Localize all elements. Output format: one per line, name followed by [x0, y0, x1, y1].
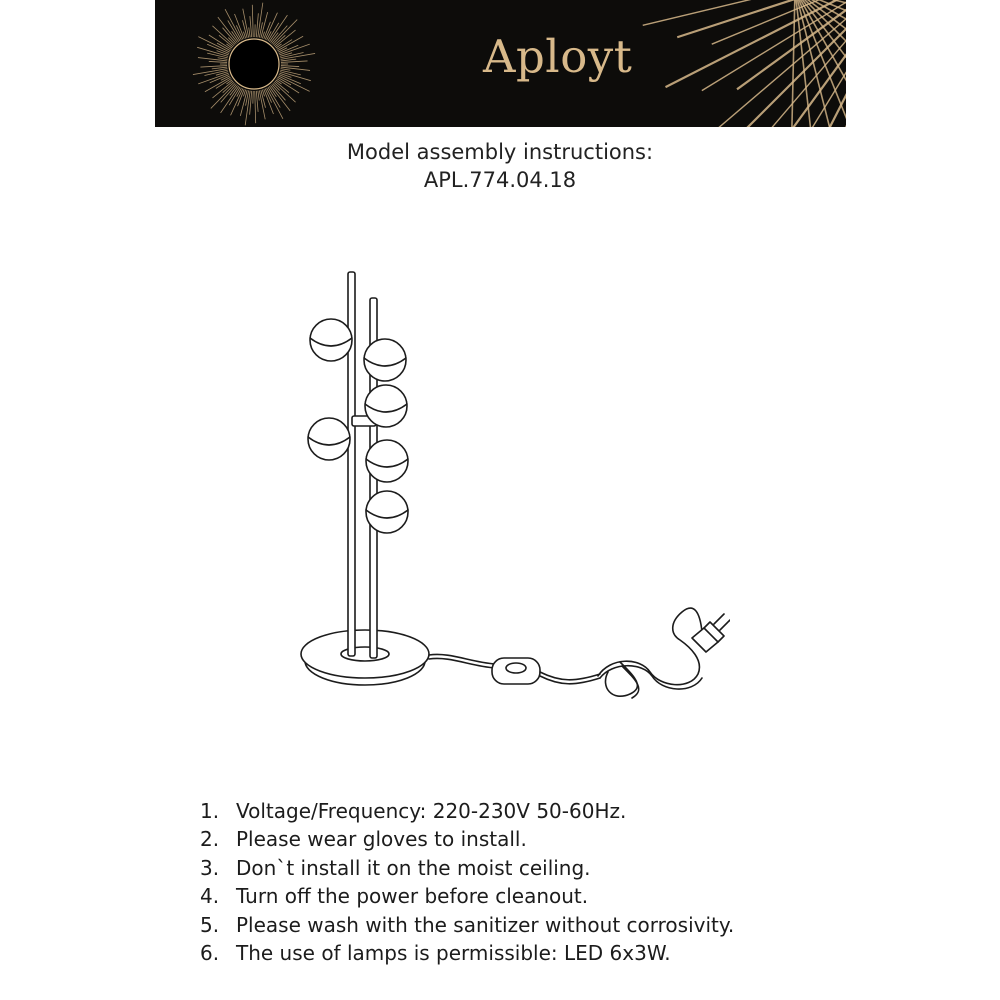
spec-text: Turn off the power before cleanout. [236, 884, 589, 909]
spec-number: 1. [200, 799, 220, 823]
spec-text: The use of lamps is permissible: LED 6x3W. [236, 941, 671, 966]
spec-number: 4. [200, 884, 220, 909]
lamp-base [301, 630, 429, 685]
document-heading [0, 138, 1000, 194]
lamp-shade [366, 440, 408, 482]
lamp-shade [364, 339, 406, 381]
specifications-list [200, 797, 734, 967]
brand-banner [155, 0, 846, 127]
spec-item [200, 911, 734, 939]
plug-icon [692, 614, 730, 652]
sun-logo-icon [193, 3, 315, 126]
spec-item [200, 797, 734, 825]
spec-text: Don`t install it on the moist ceiling. [236, 855, 591, 880]
decorative-rays-icon [635, 0, 846, 127]
spec-item [200, 939, 734, 967]
model-code: APL.774.04.18 [423, 168, 577, 192]
spec-text: Please wear gloves to install. [236, 827, 527, 852]
inline-switch [492, 658, 540, 684]
spec-number: 3. [200, 855, 220, 880]
spec-text: Voltage/Frequency: 220-230V 50-60Hz. [236, 799, 627, 823]
spec-item [200, 854, 734, 882]
spec-number: 2. [200, 827, 220, 852]
spec-item [200, 825, 734, 853]
spec-number: 5. [200, 912, 220, 937]
table-lamp-illustration [290, 262, 730, 702]
spec-text: Please wash with the sanitizer without corrosivity. [236, 912, 735, 937]
lamp-shade [310, 319, 352, 361]
spec-item [200, 882, 734, 910]
spec-number: 6. [200, 941, 220, 966]
brand-name: Aployt [483, 30, 633, 83]
lamp-shade [365, 385, 407, 427]
lamp-shade [308, 418, 350, 460]
lamp-shade [366, 491, 408, 533]
document-title: Model assembly instructions: [346, 140, 654, 164]
power-cord [429, 608, 730, 698]
